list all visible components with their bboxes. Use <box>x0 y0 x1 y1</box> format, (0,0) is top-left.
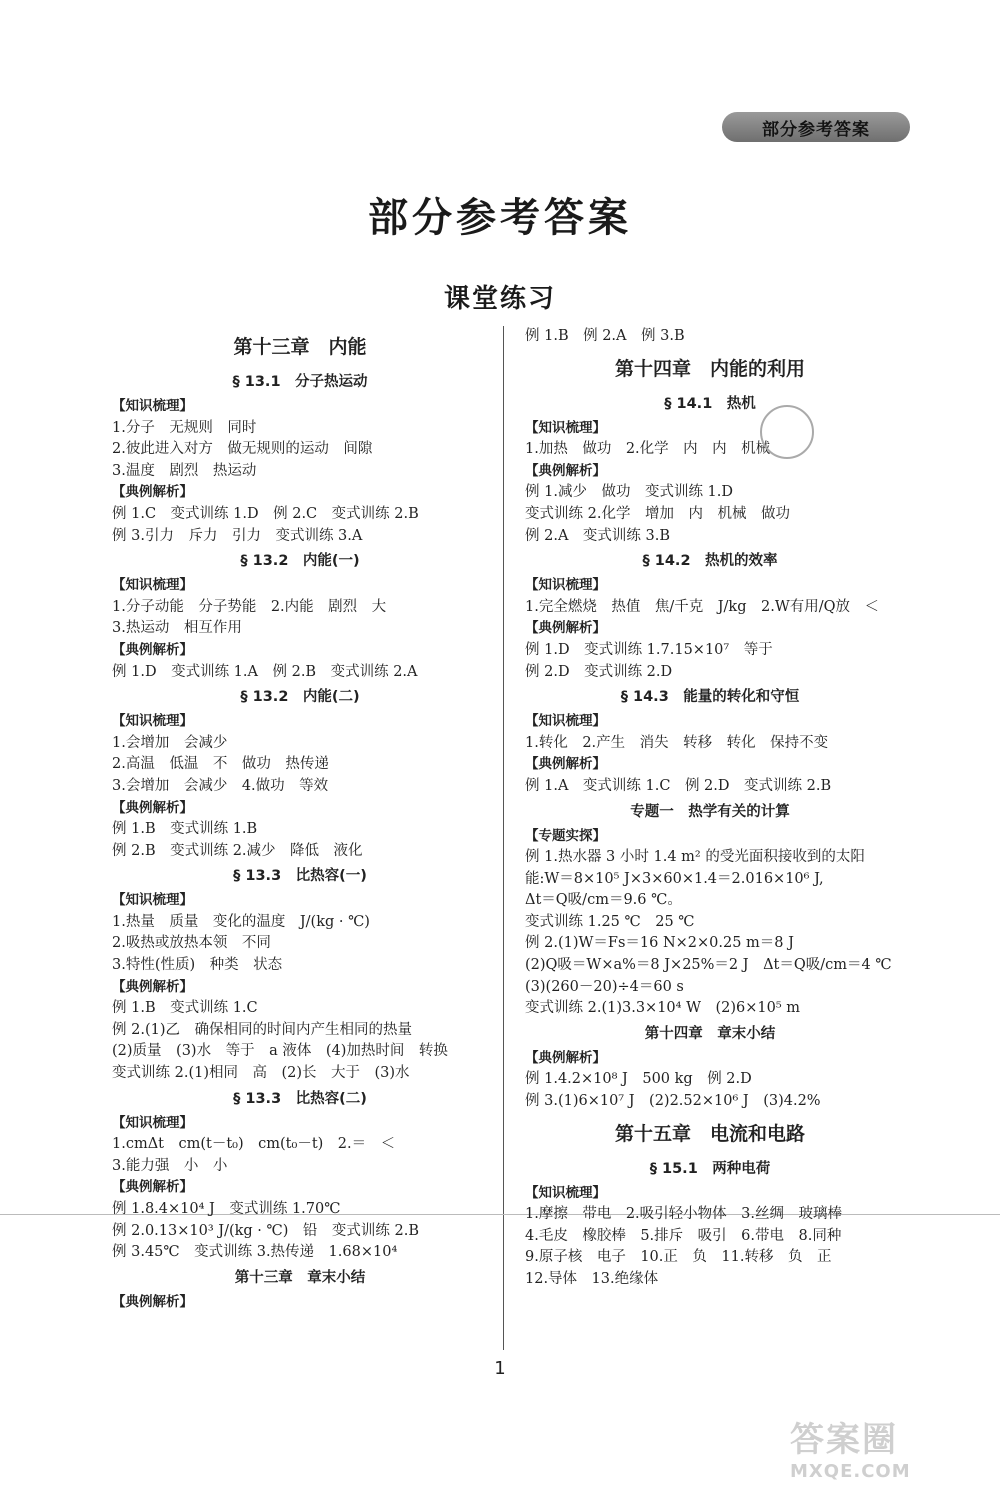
answer-line: 3.特性(性质) 种类 状态 <box>112 957 283 974</box>
answer-line: 例 2.0.13×10³ J/(kg · ℃) 铅 变式训练 2.B <box>112 1222 419 1239</box>
section-heading: 第十三章 章末小结 <box>234 1269 366 1286</box>
answer-line: 例 3.引力 斥力 引力 变式训练 3.A <box>112 527 363 544</box>
answer-line: 例 2.B 变式训练 2.减少 降低 液化 <box>112 842 363 859</box>
bracket-heading: 【知识梳理】 <box>112 713 193 730</box>
bracket-heading: 【典例解析】 <box>112 641 193 658</box>
page-number: 1 <box>494 1358 506 1379</box>
section-heading: § 13.2 内能(一) <box>240 553 360 570</box>
stamp-mark <box>760 405 814 459</box>
page-subtitle: 课堂练习 <box>443 284 556 314</box>
answer-line: 例 1.C 变式训练 1.D 例 2.C 变式训练 2.B <box>112 505 419 522</box>
answer-line: (3)(260－20)÷4＝60 s <box>525 978 684 995</box>
chapter-heading: 第十四章 内能的利用 <box>614 357 805 380</box>
bracket-heading: 【典例解析】 <box>112 1293 193 1310</box>
section-heading: § 15.1 两种电荷 <box>649 1160 771 1177</box>
answer-line: 1.分子 无规则 同时 <box>112 419 257 436</box>
answer-line: 例 1.4.2×10⁸ J 500 kg 例 2.D <box>525 1071 752 1088</box>
answer-line: 1.加热 做功 2.化学 内 内 机械 <box>525 441 771 458</box>
answer-line: 变式训练 1.25 ℃ 25 ℃ <box>525 913 695 930</box>
column-divider <box>503 326 504 1350</box>
answer-line: 4.毛皮 橡胶棒 5.排斥 吸引 6.带电 8.同种 <box>525 1227 842 1244</box>
answer-line: 3.能力强 小 小 <box>112 1157 228 1174</box>
answer-line: 9.原子核 电子 10.正 负 11.转移 负 正 <box>525 1249 832 1266</box>
answer-line: 例 2.(1)乙 确保相同的时间内产生相同的热量 <box>112 1021 412 1038</box>
watermark-logo-text: 答案圈 <box>790 1420 898 1460</box>
watermark-url: MXQE.COM <box>790 1461 911 1482</box>
bracket-heading: 【知识梳理】 <box>525 419 606 436</box>
answer-line: 1.cmΔt cm(t－t₀) cm(t₀－t) 2.＝ ＜ <box>112 1136 396 1153</box>
bracket-heading: 【知识梳理】 <box>112 577 193 594</box>
answer-line: 变式训练 2.(1)3.3×10⁴ W (2)6×10⁵ m <box>525 1000 801 1017</box>
section-heading: 第十四章 章末小结 <box>644 1025 776 1042</box>
answer-line: 例 3.(1)6×10⁷ J (2)2.52×10⁶ J (3)4.2% <box>525 1093 821 1110</box>
answer-line: 例 2.(1)W＝Fs＝16 N×2×0.25 m＝8 J <box>525 935 794 952</box>
answer-line: 2.高温 低温 不 做功 热传递 <box>112 756 329 773</box>
answer-line: 例 3.45℃ 变式训练 3.热传递 1.68×10⁴ <box>112 1244 398 1261</box>
answer-line: 1.完全燃烧 热值 焦/千克 J/kg 2.W有用/Q放 ＜ <box>525 598 879 615</box>
bracket-heading: 【典例解析】 <box>112 978 193 995</box>
header-badge: 部分参考答案 <box>722 112 910 142</box>
chapter-heading: 第十三章 内能 <box>233 336 367 358</box>
answer-line: 12.导体 13.绝缘体 <box>525 1271 659 1287</box>
answer-line: 例 1.B 变式训练 1.B <box>112 821 258 838</box>
chapter-heading: 第十五章 电流和电路 <box>614 1122 805 1145</box>
answer-line: 例 1.D 变式训练 1.A 例 2.B 变式训练 2.A <box>112 663 418 680</box>
answer-line: 例 1.B 变式训练 1.C <box>112 1000 258 1017</box>
section-heading: § 14.3 能量的转化和守恒 <box>620 689 800 706</box>
answer-line: 1.分子动能 分子势能 2.内能 剧烈 大 <box>112 598 387 615</box>
answer-line: 例 1.D 变式训练 1.7.15×10⁷ 等于 <box>525 641 773 658</box>
bracket-heading: 【知识梳理】 <box>112 892 193 909</box>
answer-line: 1.转化 2.产生 消失 转移 转化 保持不变 <box>525 734 829 751</box>
page-title: 部分参考答案 <box>368 195 632 241</box>
answer-line: 变式训练 2.(1)相同 高 (2)长 大于 (3)水 <box>112 1065 410 1082</box>
section-heading: § 14.2 热机的效率 <box>642 553 778 570</box>
answer-line: 例 1.减少 做功 变式训练 1.D <box>525 484 734 501</box>
bracket-heading: 【典例解析】 <box>112 484 193 501</box>
answer-line: 例 2.D 变式训练 2.D <box>525 663 673 680</box>
bracket-heading: 【知识梳理】 <box>525 1184 606 1201</box>
answer-line: 例 1.热水器 3 小时 1.4 m² 的受光面积接收到的太阳 <box>525 849 865 866</box>
answer-line: 例 1.A 变式训练 1.C 例 2.D 变式训练 2.B <box>525 777 832 794</box>
watermark-logo <box>790 1412 990 1482</box>
bracket-heading: 【知识梳理】 <box>112 398 193 414</box>
answer-line: 例 1.B 例 2.A 例 3.B <box>525 328 685 344</box>
answer-line: 3.温度 剧烈 热运动 <box>112 462 257 479</box>
section-heading: § 13.1 分子热运动 <box>232 374 368 390</box>
section-heading: § 14.1 热机 <box>664 395 756 412</box>
bracket-heading: 【典例解析】 <box>525 620 606 637</box>
answer-line: 1.会增加 会减少 <box>112 734 228 751</box>
answer-line: 3.会增加 会减少 4.做功 等效 <box>112 777 329 794</box>
answer-line: 变式训练 2.化学 增加 内 机械 做功 <box>525 505 790 522</box>
bracket-heading: 【典例解析】 <box>525 756 606 773</box>
bracket-heading: 【典例解析】 <box>525 1049 606 1066</box>
answer-line: 2.彼此进入对方 做无规则的运动 间隙 <box>112 441 373 458</box>
right-column <box>525 326 895 1291</box>
section-heading: § 13.3 比热容(一) <box>233 868 367 885</box>
section-heading: § 13.3 比热容(二) <box>233 1090 367 1107</box>
answer-line: 1.摩擦 带电 2.吸引轻小物体 3.丝绸 玻璃棒 <box>525 1206 843 1223</box>
answer-line: 例 2.A 变式训练 3.B <box>525 527 671 544</box>
answer-line: 1.热量 质量 变化的温度 J/(kg · ℃) <box>112 913 370 930</box>
bracket-heading: 【知识梳理】 <box>525 577 606 594</box>
left-column <box>112 326 488 1313</box>
bracket-heading: 【典例解析】 <box>112 1179 193 1196</box>
answer-line: 2.吸热或放热本领 不同 <box>112 935 271 952</box>
answer-line: 3.热运动 相互作用 <box>112 620 242 637</box>
bracket-heading: 【典例解析】 <box>525 462 606 479</box>
bracket-heading: 【专题实探】 <box>525 827 606 844</box>
answer-line: (2)Q吸＝W×a%＝8 J×25%＝2 J Δt＝Q吸/cm＝4 ℃ <box>525 957 892 974</box>
bracket-heading: 【知识梳理】 <box>112 1114 193 1131</box>
bracket-heading: 【知识梳理】 <box>525 713 606 730</box>
bracket-heading: 【典例解析】 <box>112 799 193 816</box>
answer-line: Δt＝Q吸/cm＝9.6 ℃。 <box>525 892 682 909</box>
section-heading: 专题一 热学有关的计算 <box>630 803 790 820</box>
section-heading: § 13.2 内能(二) <box>240 689 360 706</box>
answer-line: 例 1.8.4×10⁴ J 变式训练 1.70℃ <box>112 1201 341 1217</box>
answer-line: (2)质量 (3)水 等于 a 液体 (4)加热时间 转换 <box>112 1043 448 1060</box>
answer-line: 能:W＝8×10⁵ J×3×60×1.4＝2.016×10⁶ J, <box>525 870 824 887</box>
